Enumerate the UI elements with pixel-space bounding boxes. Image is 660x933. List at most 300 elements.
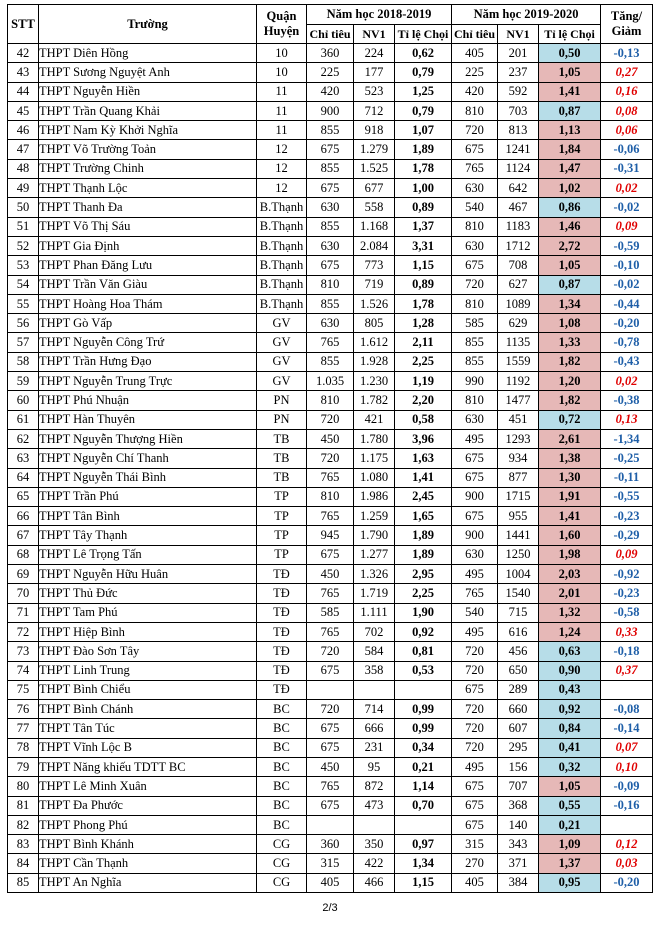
cell-quota-2018: 720	[307, 642, 354, 661]
table-row	[8, 854, 653, 873]
cell-district: BC	[257, 738, 307, 757]
cell-stt: 73	[8, 642, 39, 661]
cell-change: -0,43	[601, 352, 653, 371]
cell-nv1-2019: 1089	[498, 294, 539, 313]
cell-nv1-2018: 1.230	[354, 372, 395, 391]
cell-stt: 54	[8, 275, 39, 294]
cell-nv1-2018: 523	[354, 82, 395, 101]
cell-ratio-2019: 1,05	[539, 777, 601, 796]
cell-school-name: THPT Nguyễn Hữu Huân	[39, 565, 257, 584]
cell-ratio-2019: 1,13	[539, 121, 601, 140]
cell-ratio-2018: 1,63	[395, 449, 452, 468]
cell-quota-2018: 450	[307, 757, 354, 776]
cell-school-name: THPT Tam Phú	[39, 603, 257, 622]
cell-ratio-2019: 1,46	[539, 217, 601, 236]
cell-nv1-2018: 2.084	[354, 236, 395, 255]
cell-change: 0,07	[601, 738, 653, 757]
cell-ratio-2019: 0,90	[539, 661, 601, 680]
cell-school-name: THPT Hàn Thuyên	[39, 410, 257, 429]
cell-school-name: THPT Võ Thị Sáu	[39, 217, 257, 236]
cell-nv1-2018: 177	[354, 63, 395, 82]
cell-stt: 71	[8, 603, 39, 622]
table-row	[8, 873, 653, 892]
table-row	[8, 487, 653, 506]
cell-change: 0,16	[601, 82, 653, 101]
header-year-2018-2019: Năm học 2018-2019	[307, 5, 452, 25]
table-row	[8, 159, 653, 178]
cell-district: CG	[257, 873, 307, 892]
cell-school-name: THPT Hiệp Bình	[39, 622, 257, 641]
table-row	[8, 352, 653, 371]
cell-ratio-2019: 1,82	[539, 352, 601, 371]
cell-ratio-2018: 1,00	[395, 179, 452, 198]
cell-quota-2019: 675	[452, 468, 498, 487]
cell-nv1-2018	[354, 680, 395, 699]
cell-nv1-2018: 421	[354, 410, 395, 429]
cell-ratio-2019: 2,01	[539, 584, 601, 603]
cell-stt: 55	[8, 294, 39, 313]
table-row	[8, 140, 653, 159]
cell-nv1-2018: 473	[354, 796, 395, 815]
cell-change: -0,16	[601, 796, 653, 815]
header-district	[257, 5, 307, 44]
cell-nv1-2019: 1183	[498, 217, 539, 236]
cell-quota-2019: 855	[452, 352, 498, 371]
cell-quota-2018: 450	[307, 429, 354, 448]
cell-district: BC	[257, 700, 307, 719]
cell-stt: 58	[8, 352, 39, 371]
cell-ratio-2018: 3,31	[395, 236, 452, 255]
cell-ratio-2019: 0,50	[539, 44, 601, 63]
cell-ratio-2018: 0,21	[395, 757, 452, 776]
cell-stt: 51	[8, 217, 39, 236]
cell-quota-2019: 765	[452, 159, 498, 178]
header-nv1-2019: NV1	[498, 25, 539, 44]
cell-school-name: THPT Trường Chinh	[39, 159, 257, 178]
table-row	[8, 333, 653, 352]
table-row	[8, 82, 653, 101]
cell-ratio-2018: 1,15	[395, 256, 452, 275]
cell-nv1-2019: 295	[498, 738, 539, 757]
cell-change: 0,02	[601, 372, 653, 391]
cell-school-name: THPT Nguyễn Chí Thanh	[39, 449, 257, 468]
cell-school-name: THPT Lê Trọng Tấn	[39, 545, 257, 564]
cell-nv1-2019: 1124	[498, 159, 539, 178]
cell-ratio-2018: 1,19	[395, 372, 452, 391]
cell-quota-2018: 765	[307, 777, 354, 796]
cell-change: -0,23	[601, 507, 653, 526]
cell-ratio-2018: 1,41	[395, 468, 452, 487]
cell-ratio-2019: 0,95	[539, 873, 601, 892]
cell-quota-2019: 315	[452, 835, 498, 854]
cell-district: TP	[257, 545, 307, 564]
header-nv1-2018: NV1	[354, 25, 395, 44]
cell-district: 12	[257, 140, 307, 159]
cell-nv1-2019: 1715	[498, 487, 539, 506]
cell-school-name: THPT Võ Trường Toản	[39, 140, 257, 159]
cell-ratio-2018: 1,14	[395, 777, 452, 796]
cell-nv1-2018: 1.111	[354, 603, 395, 622]
cell-nv1-2019: 1477	[498, 391, 539, 410]
cell-school-name: THPT Tây Thạnh	[39, 526, 257, 545]
cell-stt: 49	[8, 179, 39, 198]
cell-quota-2018: 450	[307, 565, 354, 584]
table-row	[8, 179, 653, 198]
cell-quota-2019: 810	[452, 391, 498, 410]
cell-nv1-2019: 650	[498, 661, 539, 680]
cell-ratio-2018: 1,07	[395, 121, 452, 140]
cell-district: TĐ	[257, 622, 307, 641]
cell-school-name: THPT Thanh Đa	[39, 198, 257, 217]
cell-stt: 43	[8, 63, 39, 82]
cell-ratio-2018: 2,95	[395, 565, 452, 584]
cell-ratio-2019: 2,61	[539, 429, 601, 448]
cell-district: B.Thạnh	[257, 256, 307, 275]
cell-nv1-2018: 422	[354, 854, 395, 873]
cell-quota-2018: 810	[307, 487, 354, 506]
cell-quota-2019: 675	[452, 140, 498, 159]
cell-district: 10	[257, 63, 307, 82]
cell-change: -0,25	[601, 449, 653, 468]
cell-ratio-2018: 0,70	[395, 796, 452, 815]
cell-nv1-2018: 1.080	[354, 468, 395, 487]
cell-ratio-2019: 0,86	[539, 198, 601, 217]
cell-nv1-2019: 642	[498, 179, 539, 198]
cell-quota-2018: 855	[307, 159, 354, 178]
cell-school-name: THPT Bình Chiểu	[39, 680, 257, 699]
cell-quota-2018: 675	[307, 179, 354, 198]
cell-ratio-2018: 0,34	[395, 738, 452, 757]
table-row	[8, 507, 653, 526]
cell-school-name: THPT Trần Văn Giàu	[39, 275, 257, 294]
table-row	[8, 622, 653, 641]
cell-ratio-2019: 2,03	[539, 565, 601, 584]
cell-school-name: THPT Hoàng Hoa Thám	[39, 294, 257, 313]
header-quota-2019: Chỉ tiêu	[452, 25, 498, 44]
cell-school-name: THPT Nam Kỳ Khởi Nghĩa	[39, 121, 257, 140]
cell-ratio-2018: 0,53	[395, 661, 452, 680]
cell-stt: 70	[8, 584, 39, 603]
cell-ratio-2019: 1,08	[539, 314, 601, 333]
cell-school-name: THPT Đa Phước	[39, 796, 257, 815]
cell-change: 0,09	[601, 545, 653, 564]
cell-stt: 80	[8, 777, 39, 796]
header-ratio-2018: Tỉ lệ Chọi	[395, 25, 452, 44]
cell-district: PN	[257, 391, 307, 410]
cell-nv1-2019: 384	[498, 873, 539, 892]
cell-stt: 61	[8, 410, 39, 429]
cell-ratio-2019: 1,09	[539, 835, 601, 854]
cell-nv1-2018: 1.782	[354, 391, 395, 410]
cell-quota-2018: 315	[307, 854, 354, 873]
cell-change: -0,10	[601, 256, 653, 275]
cell-ratio-2018: 1,89	[395, 545, 452, 564]
cell-quota-2019: 225	[452, 63, 498, 82]
cell-nv1-2018: 702	[354, 622, 395, 641]
cell-ratio-2018: 1,78	[395, 294, 452, 313]
cell-ratio-2019: 1,98	[539, 545, 601, 564]
cell-ratio-2019: 1,82	[539, 391, 601, 410]
cell-nv1-2019: 237	[498, 63, 539, 82]
cell-nv1-2019: 467	[498, 198, 539, 217]
cell-ratio-2019: 1,33	[539, 333, 601, 352]
cell-ratio-2018: 1,25	[395, 82, 452, 101]
cell-district: TP	[257, 526, 307, 545]
cell-stt: 46	[8, 121, 39, 140]
cell-quota-2019: 990	[452, 372, 498, 391]
cell-nv1-2018: 1.277	[354, 545, 395, 564]
cell-ratio-2018: 0,89	[395, 198, 452, 217]
cell-quota-2019: 675	[452, 256, 498, 275]
cell-school-name: THPT Lê Minh Xuân	[39, 777, 257, 796]
cell-district: TĐ	[257, 565, 307, 584]
cell-quota-2019: 720	[452, 661, 498, 680]
cell-nv1-2019: 877	[498, 468, 539, 487]
cell-quota-2018: 225	[307, 63, 354, 82]
cell-change: -0,14	[601, 719, 653, 738]
cell-nv1-2019: 715	[498, 603, 539, 622]
cell-stt: 44	[8, 82, 39, 101]
cell-nv1-2018: 872	[354, 777, 395, 796]
cell-quota-2019: 675	[452, 449, 498, 468]
cell-change: -0,09	[601, 777, 653, 796]
cell-quota-2019: 630	[452, 410, 498, 429]
cell-quota-2019: 765	[452, 584, 498, 603]
cell-district: TB	[257, 429, 307, 448]
table-row	[8, 719, 653, 738]
cell-nv1-2018: 558	[354, 198, 395, 217]
cell-district: BC	[257, 815, 307, 834]
table-row	[8, 468, 653, 487]
cell-stt: 75	[8, 680, 39, 699]
header-school-label: Trường	[127, 16, 168, 31]
cell-ratio-2019: 0,92	[539, 700, 601, 719]
cell-quota-2018: 1.035	[307, 372, 354, 391]
cell-change: -0,20	[601, 314, 653, 333]
table-row	[8, 275, 653, 294]
cell-quota-2019: 630	[452, 545, 498, 564]
cell-ratio-2018: 0,89	[395, 275, 452, 294]
cell-school-name: THPT Linh Trung	[39, 661, 257, 680]
cell-ratio-2019: 1,41	[539, 82, 601, 101]
cell-district: TB	[257, 449, 307, 468]
table-row	[8, 314, 653, 333]
cell-quota-2018	[307, 680, 354, 699]
cell-district: 12	[257, 159, 307, 178]
cell-school-name: THPT Bình Khánh	[39, 835, 257, 854]
cell-change: -0,18	[601, 642, 653, 661]
cell-nv1-2019: 703	[498, 101, 539, 120]
cell-quota-2019: 270	[452, 854, 498, 873]
cell-district: 11	[257, 101, 307, 120]
cell-nv1-2019: 1559	[498, 352, 539, 371]
cell-ratio-2019: 0,63	[539, 642, 601, 661]
cell-stt: 42	[8, 44, 39, 63]
cell-ratio-2019: 1,32	[539, 603, 601, 622]
cell-quota-2018: 855	[307, 352, 354, 371]
cell-ratio-2019: 1,24	[539, 622, 601, 641]
cell-quota-2018: 810	[307, 275, 354, 294]
cell-quota-2019: 810	[452, 294, 498, 313]
cell-quota-2019: 675	[452, 680, 498, 699]
cell-nv1-2018: 805	[354, 314, 395, 333]
cell-nv1-2018: 1.175	[354, 449, 395, 468]
cell-nv1-2018: 1.780	[354, 429, 395, 448]
header-ratio-2019: Tỉ lệ Chọi	[539, 25, 601, 44]
cell-district: 10	[257, 44, 307, 63]
cell-quota-2019: 675	[452, 796, 498, 815]
cell-stt: 69	[8, 565, 39, 584]
table-row	[8, 63, 653, 82]
table-row	[8, 449, 653, 468]
cell-nv1-2019: 451	[498, 410, 539, 429]
cell-ratio-2018: 1,34	[395, 854, 452, 873]
cell-ratio-2019: 0,87	[539, 101, 601, 120]
cell-nv1-2018: 1.168	[354, 217, 395, 236]
cell-stt: 74	[8, 661, 39, 680]
cell-district: BC	[257, 719, 307, 738]
cell-school-name: THPT Trần Quang Khải	[39, 101, 257, 120]
cell-nv1-2019: 156	[498, 757, 539, 776]
cell-quota-2019: 720	[452, 700, 498, 719]
cell-nv1-2019: 140	[498, 815, 539, 834]
cell-stt: 56	[8, 314, 39, 333]
cell-stt: 62	[8, 429, 39, 448]
cell-change: 0,09	[601, 217, 653, 236]
cell-quota-2018: 765	[307, 507, 354, 526]
cell-district: TĐ	[257, 661, 307, 680]
cell-change: -0,59	[601, 236, 653, 255]
table-row	[8, 796, 653, 815]
cell-nv1-2019: 592	[498, 82, 539, 101]
cell-quota-2019: 540	[452, 603, 498, 622]
cell-stt: 47	[8, 140, 39, 159]
cell-ratio-2018: 1,37	[395, 217, 452, 236]
cell-ratio-2019: 0,43	[539, 680, 601, 699]
cell-quota-2019: 720	[452, 719, 498, 738]
cell-ratio-2018	[395, 815, 452, 834]
cell-change: -0,08	[601, 700, 653, 719]
cell-district: CG	[257, 835, 307, 854]
cell-ratio-2019: 0,21	[539, 815, 601, 834]
cell-quota-2018: 420	[307, 82, 354, 101]
cell-school-name: THPT Bình Chánh	[39, 700, 257, 719]
cell-district: TP	[257, 487, 307, 506]
cell-quota-2019: 900	[452, 487, 498, 506]
cell-change: -0,02	[601, 275, 653, 294]
cell-stt: 67	[8, 526, 39, 545]
cell-change: -0,31	[601, 159, 653, 178]
cell-quota-2018: 675	[307, 719, 354, 738]
cell-ratio-2019: 1,84	[539, 140, 601, 159]
cell-change	[601, 680, 653, 699]
cell-school-name: THPT Nguyễn Thượng Hiền	[39, 429, 257, 448]
cell-change: -0,44	[601, 294, 653, 313]
cell-quota-2019: 855	[452, 333, 498, 352]
cell-quota-2018: 720	[307, 410, 354, 429]
cell-change: -0,29	[601, 526, 653, 545]
cell-nv1-2018: 712	[354, 101, 395, 120]
cell-nv1-2018: 95	[354, 757, 395, 776]
cell-school-name: THPT Nguyễn Trung Trực	[39, 372, 257, 391]
cell-change: 0,03	[601, 854, 653, 873]
cell-stt: 82	[8, 815, 39, 834]
header-district-line1: Quận	[266, 9, 297, 23]
header-school	[39, 5, 257, 44]
cell-ratio-2018: 3,96	[395, 429, 452, 448]
header-year-2019-2020: Năm học 2019-2020	[452, 5, 601, 25]
cell-school-name: THPT Gò Vấp	[39, 314, 257, 333]
cell-nv1-2019: 955	[498, 507, 539, 526]
cell-nv1-2018: 466	[354, 873, 395, 892]
cell-ratio-2018: 0,62	[395, 44, 452, 63]
cell-ratio-2019: 1,05	[539, 256, 601, 275]
cell-quota-2018	[307, 815, 354, 834]
cell-school-name: THPT Sương Nguyệt Anh	[39, 63, 257, 82]
page-number: 2/3	[322, 902, 338, 914]
cell-district: B.Thạnh	[257, 217, 307, 236]
cell-district: B.Thạnh	[257, 198, 307, 217]
cell-quota-2018: 810	[307, 391, 354, 410]
cell-change: 0,10	[601, 757, 653, 776]
cell-school-name: THPT Thủ Đức	[39, 584, 257, 603]
cell-quota-2018: 720	[307, 449, 354, 468]
cell-quota-2018: 945	[307, 526, 354, 545]
cell-ratio-2018: 0,79	[395, 63, 452, 82]
cell-nv1-2018: 584	[354, 642, 395, 661]
cell-ratio-2018: 2,45	[395, 487, 452, 506]
cell-nv1-2019: 707	[498, 777, 539, 796]
cell-nv1-2018: 1.928	[354, 352, 395, 371]
cell-nv1-2019: 1712	[498, 236, 539, 255]
cell-quota-2018: 765	[307, 622, 354, 641]
cell-quota-2018: 765	[307, 468, 354, 487]
cell-ratio-2019: 1,60	[539, 526, 601, 545]
cell-quota-2018: 630	[307, 314, 354, 333]
cell-district: BC	[257, 777, 307, 796]
cell-quota-2018: 675	[307, 256, 354, 275]
cell-district: TĐ	[257, 680, 307, 699]
cell-change: -0,20	[601, 873, 653, 892]
cell-ratio-2018: 0,99	[395, 719, 452, 738]
table-row	[8, 661, 653, 680]
cell-ratio-2019: 0,72	[539, 410, 601, 429]
cell-district: 12	[257, 179, 307, 198]
cell-quota-2019: 630	[452, 179, 498, 198]
cell-quota-2018: 675	[307, 796, 354, 815]
cell-change: 0,37	[601, 661, 653, 680]
cell-ratio-2019: 1,41	[539, 507, 601, 526]
cell-quota-2019: 720	[452, 121, 498, 140]
cell-district: GV	[257, 314, 307, 333]
cell-ratio-2019: 0,55	[539, 796, 601, 815]
table-row	[8, 372, 653, 391]
table-row	[8, 738, 653, 757]
cell-district: TĐ	[257, 642, 307, 661]
cell-ratio-2018: 1,89	[395, 140, 452, 159]
cell-nv1-2019: 456	[498, 642, 539, 661]
cell-change: -0,02	[601, 198, 653, 217]
cell-change: -0,38	[601, 391, 653, 410]
cell-district: 11	[257, 82, 307, 101]
table-header	[8, 5, 653, 44]
cell-ratio-2018: 0,99	[395, 700, 452, 719]
cell-ratio-2019: 1,02	[539, 179, 601, 198]
cell-change: 0,12	[601, 835, 653, 854]
cell-nv1-2018: 1.326	[354, 565, 395, 584]
cell-quota-2019: 675	[452, 777, 498, 796]
cell-quota-2018: 720	[307, 700, 354, 719]
